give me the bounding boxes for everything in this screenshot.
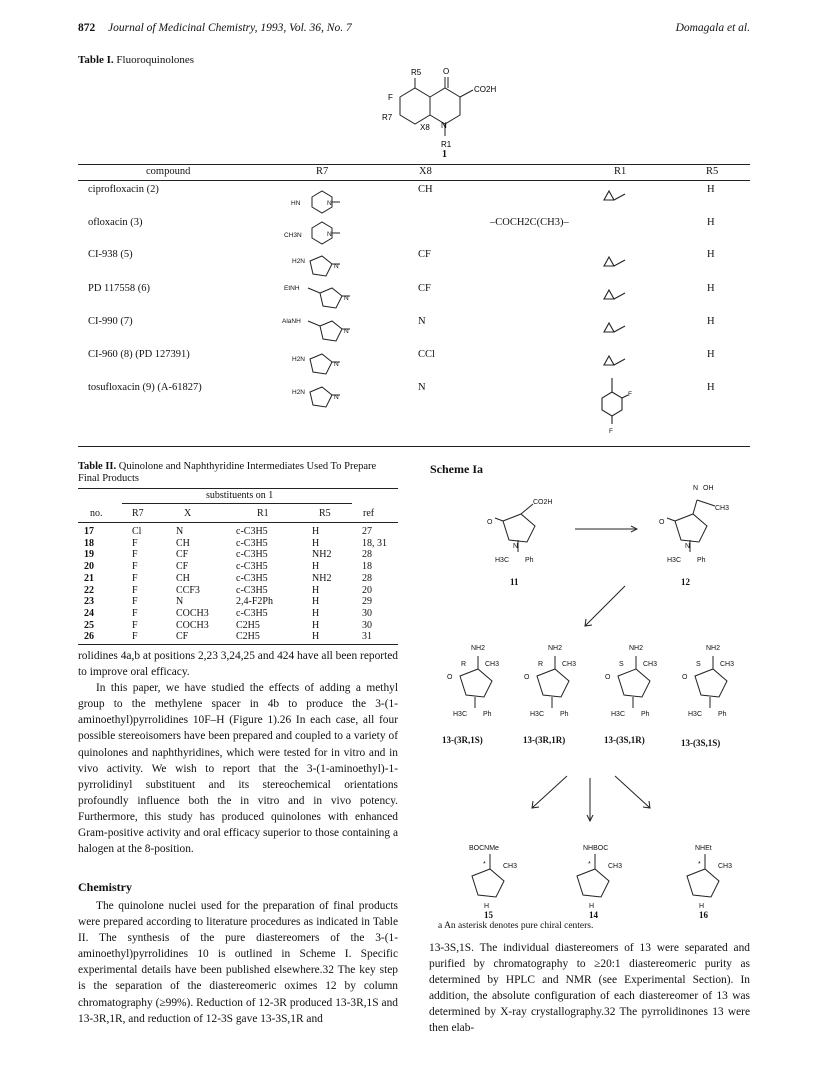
table2-cell: 28 [362,549,372,561]
table2-cell: 31 [362,631,372,643]
table2-cell: C2H5 [236,619,260,631]
table2-cell: Cl [132,526,142,537]
chiral-star: * [698,861,701,868]
table1-row-x8: CH [418,184,433,195]
table2-cell: 22 [84,584,94,596]
table2-cell: CF [176,631,189,643]
compound-label-13a: 13-(3R,1S) [442,735,483,745]
table2-top-rule [78,488,398,489]
ch3-label: CH3 [608,863,623,870]
table2-cell: H [312,561,320,573]
n-label: N [693,485,699,492]
difluorophenyl-f-label: F [609,428,613,435]
n-label: N [685,543,691,550]
svg-text:N: N [334,263,339,270]
h3c-label: H3C [667,557,682,564]
table2-cell: c-C3H5 [236,607,268,619]
table2-cell: 19 [84,549,94,561]
o-label: O [659,519,665,526]
table1-row-compound: tosufloxacin (9) (A-61827) [88,382,202,393]
table2-cell: H [312,537,320,549]
ch3-label: CH3 [643,661,658,668]
table1-caption: Table I. Fluoroquinolones [78,54,195,66]
r7-label: H2N [292,258,306,265]
aminopyrrolidine-ring [310,387,332,407]
table2-cell: 23 [84,596,94,608]
table2-cell: NH2 [312,572,332,584]
r7-label: H2N [292,389,306,396]
difluorophenyl-ring [602,378,628,424]
table2-cell: N [176,596,184,608]
table2-cell: 27 [362,526,372,537]
r7-label: CH3N [284,232,302,239]
table2-cell: F [132,607,138,619]
r7-label: H2N [292,356,306,363]
table2-cell: c-C3H5 [236,526,268,537]
table2-col-x: X [184,508,192,519]
compound-13-ring [537,669,569,697]
page-number: 872 [78,22,96,34]
ch3-label: CH3 [503,863,518,870]
table2-cell: F [132,537,138,549]
nh2-label: NH2 [548,645,563,652]
table1-col-compound: compound [146,166,191,177]
h3c-label: H3C [611,711,626,718]
o-label: O [447,674,453,681]
table2-cell: 26 [84,631,94,643]
authors: Domagala et al. [675,22,750,34]
aminopyrrolidine-ring [310,354,332,374]
compound-13-ring [695,669,727,697]
table2-cell: 18, 31 [362,537,387,549]
table2-group-header: substituents on 1 [206,490,274,501]
table1-row-x8: –COCH2C(CH3)– [490,217,569,228]
table2-cell: 20 [362,584,372,596]
ph-label: Ph [641,711,650,718]
table2-cell: H [312,631,320,643]
scheme-diagram [425,476,755,916]
table1-top-rule [78,164,750,165]
table2-cell: c-C3H5 [236,537,268,549]
chiral-star: * [483,861,486,868]
r1-structures [590,182,650,442]
table2-cell: H [312,526,320,537]
svg-text:N: N [327,200,332,207]
o-label: O [605,674,611,681]
table2-cell: CCF3 [176,584,200,596]
bocnme-label: BOCNMe [469,845,499,852]
aminopyrrolidine-ring [310,256,332,276]
table2-cell: 30 [362,607,372,619]
compound-label-12: 12 [681,577,690,587]
ch3-label: CH3 [718,863,733,870]
reaction-arrow [532,776,567,808]
table1-row-compound: CI-990 (7) [88,316,133,327]
compound-label-11: 11 [510,577,519,587]
compound-label-13c: 13-(3S,1R) [604,735,645,745]
table2-cell: F [132,549,138,561]
nh2-label: NH2 [629,645,644,652]
table2-cell: H [312,619,320,631]
compound-label-14: 14 [589,910,598,920]
h-label: H [484,903,490,910]
co2h-label: CO2H [533,499,553,506]
table2-cell: c-C3H5 [236,561,268,573]
table2-cell: 18 [84,537,94,549]
table1-row-compound: ofloxacin (3) [88,217,143,228]
stereo-s-label: S [619,661,624,668]
ch3-label: CH3 [715,505,730,512]
table1-row-compound: PD 117558 (6) [88,283,151,294]
table1-header-rule [78,180,750,181]
r7-label: EtNH [284,285,300,292]
section-heading-chemistry: Chemistry [78,880,132,894]
table2-cell: CH [176,572,190,584]
svg-text:N: N [344,328,349,335]
chemistry-paragraph: The quinolone nuclei used for the preparation of final products were prepared according to literature procedures as indicated in Table II. The synthesis of the pure diastereomers of the 3-(1-aminoethyl)pyrrolidines 10 is outlined in Scheme I. Specific experimental details have been published elsewhere.32 The key step is the separation of the diastereomeric oximes 12 by column chromatography (≥99%). Reduction of 12-3R produced 13-3R,1S and 13-3R,1R, and reduction of 12-3S gave 13-3S,1R and [78,900,398,1025]
svg-text:N: N [334,361,339,368]
table2-col-r5: R5 [319,508,331,519]
quinolone-core-structure [340,60,520,165]
table1-row-r5: H [707,217,715,228]
chiral-star: * [588,861,591,868]
n-label: N [513,543,519,550]
table2-cell: 17 [84,526,94,537]
table1-col-r1: R1 [614,166,627,177]
paragraph: In this paper, we have studied the effects of adding a methyl group to the methylene spacer in 4b to produce the 3-(1-aminoethyl)pyrrolidines 10F–H (Figure 1).26 In each case, all four possible stereoisomers have been prepared and coupled to a variety of quinolones and naphthyridines, which were tested for in vitro and in vivo activity. We wish to report that the 3-(1-aminoethyl)-1-pyrrolidinyl substituent and its stereochemical orientations profoundly influence both the in vitro and in vivo potency. Furthermore, this study has produced quinolones with enhanced Gram-positive activity and oral efficacy superior to those containing a halogen at the 8-position. [78,682,398,856]
table2-cell: c-C3H5 [236,572,268,584]
ph-label: Ph [525,557,534,564]
table1-row-r5: H [707,283,715,294]
table1-col-r7: R7 [316,166,329,177]
compound-label-13b: 13-(3R,1R) [523,735,566,745]
table2-cell: 21 [84,572,94,584]
ph-label: Ph [560,711,569,718]
cyclopropyl-icon [604,356,625,365]
r7-label: AlaNH [282,318,301,325]
o-label: O [524,674,530,681]
table2-col-no: no. [90,508,103,519]
table1-row-r5: H [707,349,715,360]
scheme-title: Scheme Ia [430,462,483,476]
journal-citation: Journal of Medicinal Chemistry, 1993, Vol. 36, No. 7 [108,22,352,34]
table1-row-compound: CI-938 (5) [88,249,133,260]
compound-label-13d: 13-(3S,1S) [681,738,721,748]
table2-cell: H [312,596,320,608]
table2-cell: COCH3 [176,607,209,619]
table2-cell: H [312,607,320,619]
core-number: 1 [442,149,447,160]
h-label: H [699,903,705,910]
reaction-arrow [585,586,625,626]
table2-header-rule [78,522,398,523]
cyclopropyl-icon [604,191,625,200]
cyclopropyl-icon [604,257,625,266]
stereo-s-label: S [696,661,701,668]
core-x8-label: X8 [420,123,430,132]
left-column-text [78,648,398,857]
nhet-label: NHEt [695,845,712,852]
table1-row-r5: H [707,249,715,260]
svg-text:N: N [344,295,349,302]
ethylaminomethylpyrrolidine-ring [320,288,342,308]
table2-cell: F [132,619,138,631]
core-f-label: F [388,93,393,102]
table2-group-rule [122,503,352,504]
table2-cell: CH [176,537,190,549]
table1-row-r5: H [707,184,715,195]
h3c-label: H3C [495,557,510,564]
compound-16-ring [687,869,719,897]
ph-label: Ph [697,557,706,564]
nh2-label: NH2 [706,645,721,652]
oh-label: OH [703,485,714,492]
table2-cell: COCH3 [176,619,209,631]
table2-col-ref: ref [363,508,375,519]
ch3-label: CH3 [720,661,735,668]
table2-cell: c-C3H5 [236,549,268,561]
table2-cell: H [312,584,320,596]
table2-cell: 28 [362,572,372,584]
table1-row-x8: CCl [418,349,435,360]
table1-bottom-rule [78,446,750,447]
compound-11-ring [503,514,535,542]
core-r5-label: R5 [411,68,422,77]
table1-row-x8: CF [418,283,431,294]
core-r1-label: R1 [441,140,452,149]
core-co2h-label: CO2H [474,85,497,94]
ch3-label: CH3 [562,661,577,668]
table2-cell: CF [176,561,189,573]
table2-cell: 18 [362,561,372,573]
scheme-footnote: a An asterisk denotes pure chiral centers. [438,921,594,931]
r7-label: HN [291,200,301,207]
cyclopropyl-icon [604,323,625,332]
table2-cell: CF [176,549,189,561]
table2-cell: F [132,584,138,596]
stereo-r-label: R [538,661,544,668]
ch3-label: CH3 [485,661,500,668]
table2-col-r1: R1 [257,508,269,519]
compound-label-16: 16 [699,910,708,920]
ph-label: Ph [483,711,492,718]
table1-row-compound: CI-960 (8) (PD 127391) [88,349,190,360]
svg-text:N: N [334,394,339,401]
table2-cell: NH2 [312,549,332,561]
core-r7-label: R7 [382,113,393,122]
nhboc-label: NHBOC [583,845,609,852]
table2-bottom-rule [78,644,398,645]
table2-cell: 20 [84,561,94,573]
svg-text:N: N [327,231,332,238]
r7-structures [282,182,392,427]
table2-cell: F [132,561,138,573]
table2-cell: 25 [84,619,94,631]
h3c-label: H3C [453,711,468,718]
table2-col-r7: R7 [132,508,144,519]
table2-caption: Table II. Quinolone and Naphthyridine Intermediates Used To Prepare Final Products [78,461,377,484]
compound-12-ring [675,514,707,542]
ph-label: Ph [718,711,727,718]
table2-cell: 30 [362,619,372,631]
table2-cell: c-C3H5 [236,584,268,596]
nh2-label: NH2 [471,645,486,652]
table2-cell: F [132,596,138,608]
table2-cell: C2H5 [236,631,260,643]
table1-row-x8: CF [418,249,431,260]
table2-cell: 2,4-F2Ph [236,596,273,608]
table2-cell: 24 [84,607,94,619]
difluorophenyl-f-label: F [628,391,632,398]
o-label: O [487,519,493,526]
compound-13-ring [618,669,650,697]
cyclopropyl-icon [604,290,625,299]
o-label: O [682,674,688,681]
table2-cell: F [132,572,138,584]
h3c-label: H3C [530,711,545,718]
compound-13-ring [460,669,492,697]
compound-15-ring [472,869,504,897]
table1-col-r5: R5 [706,166,719,177]
table1-row-r5: H [707,316,715,327]
table1-row-x8: N [418,316,426,327]
h3c-label: H3C [688,711,703,718]
h-label: H [589,903,595,910]
reaction-arrow [615,776,650,808]
table1-row-x8: N [418,382,426,393]
table2-cell: N [176,526,184,537]
compound-label-15: 15 [484,910,493,920]
table2-cell: 29 [362,596,372,608]
core-n-label: N [441,121,447,130]
table2-cell: F [132,631,138,643]
table1-row-r5: H [707,382,715,393]
paragraph: rolidines 4a,b at positions 2,23 3,24,25 and 424 have all been reported to improve oral efficacy. [78,650,398,679]
table1-row-compound: ciprofloxacin (2) [88,184,159,195]
alanylaminomethylpyrrolidine-ring [320,321,342,341]
stereo-r-label: R [461,661,467,668]
core-o-label: O [443,67,450,76]
right-column-text: 13-3S,1S. The individual diastereomers of 13 were separated and purified by chromatography to ≥20:1 diastereomeric purity as determined by HPLC and NMR (see Experimental Section). In addition, the absolute configuration of each diastereomer of 13 was determined by X-ray crystallography.32 The pyrrolidinones 13 were then elab- [429,942,750,1035]
compound-14-ring [577,869,609,897]
table1-col-x8: X8 [419,166,432,177]
